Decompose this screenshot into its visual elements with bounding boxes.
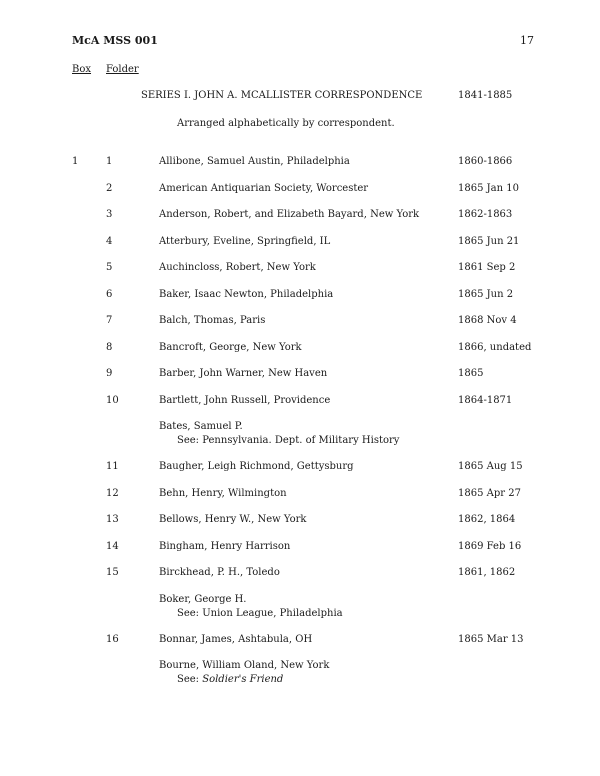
see-target: Soldier's Friend <box>202 674 284 685</box>
date-range: 1865 Mar 13 <box>458 633 524 645</box>
correspondent-name: Bingham, Henry Harrison <box>159 540 291 552</box>
folder-number: 7 <box>106 315 113 326</box>
folder-number: 3 <box>106 209 113 220</box>
folder-list <box>0 155 600 699</box>
correspondent-name: Baugher, Leigh Richmond, Gettysburg <box>159 461 354 472</box>
series-title: SERIES I. JOHN A. MCALLISTER CORRESPONDENCE <box>141 90 423 101</box>
date-range: 1861 Sep 2 <box>458 262 516 273</box>
folder-number: 6 <box>106 288 113 300</box>
correspondent-name: Auchincloss, Robert, New York <box>159 262 316 273</box>
see-target: Union League, Philadelphia <box>202 607 343 619</box>
correspondent-name: Anderson, Robert, and Elizabeth Bayard, New York <box>159 209 420 220</box>
folder-row <box>0 460 600 487</box>
date-range: 1865 Jun 2 <box>458 288 514 300</box>
correspondent-name: American Antiquarian Society, Worcester <box>159 182 369 194</box>
series-dates: 1841-1885 <box>458 90 513 101</box>
date-range: 1865 Jun 21 <box>458 235 520 247</box>
folder-row <box>0 513 600 540</box>
correspondent-name: Bonnar, James, Ashtabula, OH <box>159 633 313 645</box>
folder-number: 5 <box>106 262 113 273</box>
folder-row <box>0 487 600 514</box>
correspondent-name: Allibone, Samuel Austin, Philadelphia <box>159 156 350 167</box>
folder-number: 12 <box>106 487 119 499</box>
correspondent-name: Bancroft, George, New York <box>159 341 302 353</box>
folder-row <box>0 288 600 315</box>
cross-reference-entry <box>0 420 600 460</box>
correspondent-name: Barber, John Warner, New Haven <box>159 368 328 379</box>
page-number: 17 <box>520 34 534 47</box>
correspondent-name: Baker, Isaac Newton, Philadelphia <box>159 288 334 300</box>
column-header-box: Box <box>72 64 92 75</box>
correspondent-name: Behn, Henry, Wilmington <box>159 487 287 499</box>
folder-number: 16 <box>106 633 119 645</box>
see-prefix: See: <box>177 435 203 446</box>
cross-reference-entry <box>0 593 600 633</box>
folder-row <box>0 182 600 209</box>
folder-number: 9 <box>106 368 113 379</box>
folder-row <box>0 566 600 593</box>
see-prefix: See: <box>177 607 203 619</box>
correspondent-name: Bartlett, John Russell, Providence <box>159 394 331 406</box>
folder-number: 15 <box>106 567 119 578</box>
correspondent-name: Bates, Samuel P. <box>159 421 243 432</box>
date-range: 1869 Feb 16 <box>458 540 522 552</box>
date-range: 1865 Jan 10 <box>458 182 519 194</box>
folder-number: 8 <box>106 341 113 353</box>
folder-row <box>0 633 600 660</box>
date-range: 1862-1863 <box>458 209 513 220</box>
folder-row <box>0 341 600 368</box>
date-range: 1866, undated <box>458 341 532 353</box>
folder-number: 11 <box>106 461 119 472</box>
see-reference <box>177 434 399 448</box>
folder-row <box>0 540 600 567</box>
folder-number: 2 <box>106 182 113 194</box>
see-prefix: See: <box>177 674 203 685</box>
folder-number: 4 <box>106 235 113 247</box>
folder-number: 13 <box>106 514 119 525</box>
box-number: 1 <box>72 156 79 167</box>
correspondent-name: Atterbury, Eveline, Springfield, IL <box>159 235 331 247</box>
collection-id: McA MSS 001 <box>72 34 158 47</box>
folder-row <box>0 235 600 262</box>
cross-reference-entry <box>0 659 600 699</box>
see-reference <box>177 673 283 687</box>
correspondent-name: Bourne, William Oland, New York <box>159 660 330 671</box>
see-target: Pennsylvania. Dept. of Military History <box>202 435 400 446</box>
correspondent-name: Boker, George H. <box>159 593 247 605</box>
folder-row <box>0 367 600 394</box>
date-range: 1865 Apr 27 <box>458 487 521 499</box>
folder-number: 10 <box>106 394 119 406</box>
correspondent-name: Bellows, Henry W., New York <box>159 514 307 525</box>
folder-row <box>0 208 600 235</box>
folder-row <box>0 261 600 288</box>
date-range: 1864-1871 <box>458 394 513 406</box>
folder-number: 1 <box>106 156 113 167</box>
folder-row <box>0 394 600 421</box>
folder-row <box>0 155 600 182</box>
date-range: 1862, 1864 <box>458 514 516 525</box>
date-range: 1865 Aug 15 <box>458 461 523 472</box>
correspondent-name: Balch, Thomas, Paris <box>159 315 266 326</box>
folder-row <box>0 314 600 341</box>
folder-number: 14 <box>106 540 119 552</box>
date-range: 1868 Nov 4 <box>458 315 517 326</box>
date-range: 1865 <box>458 368 484 379</box>
see-reference <box>177 607 343 621</box>
series-note: Arranged alphabetically by correspondent. <box>177 118 395 129</box>
correspondent-name: Birckhead, P. H., Toledo <box>159 567 280 578</box>
date-range: 1860-1866 <box>458 156 513 167</box>
date-range: 1861, 1862 <box>458 567 516 578</box>
column-header-folder: Folder <box>106 64 139 75</box>
